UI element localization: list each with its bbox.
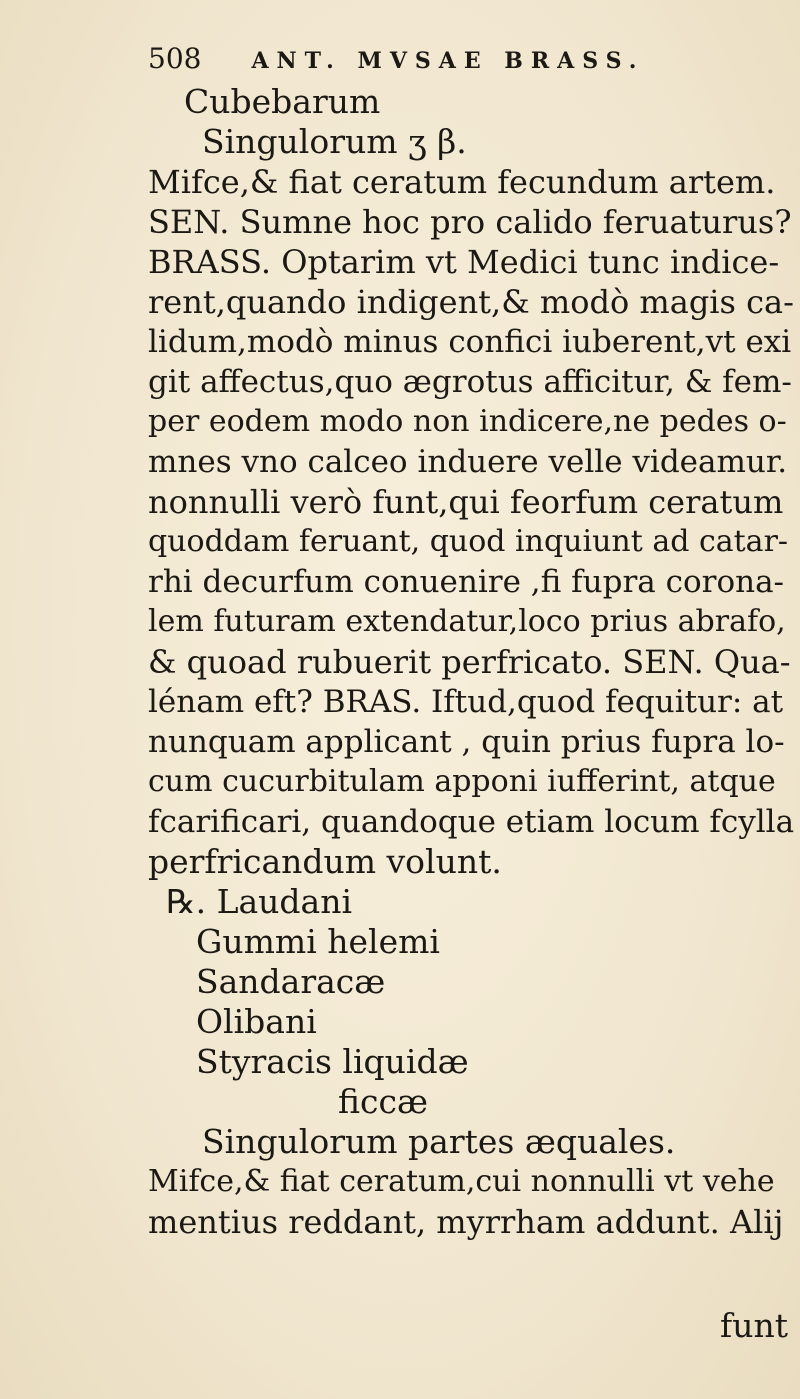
catchword: funt [720,1306,788,1345]
text-line: lem futuram extendatur,loco prius abrafo, [148,604,786,639]
recipe-line: Singulorum partes æquales. [202,1122,676,1161]
recipe-line: Sandaracæ [196,962,386,1001]
recipe-line: Styracis liquidæ [196,1042,469,1081]
recipe-line: Olibani [196,1002,317,1041]
text-line: Mifce,& fiat ceratum,cui nonnulli vt vehe [148,1164,775,1199]
text-line: rhi decurfum conuenire ,fi fupra corona- [148,564,785,600]
recipe-line: ℞. Laudani [166,882,353,921]
text-line: Cubebarum [184,82,381,121]
text-line: lénam eft? BRAS. Iftud,quod fequitur: at [148,684,784,720]
text-line: cum cucurbitulam apponi iufferint, atque [148,764,776,799]
text-line: perfricandum volunt. [148,842,502,881]
text-line: per eodem modo non indicere,ne pedes o- [148,404,787,439]
page-number: 508 [148,42,202,75]
running-head: ANT. MVSAE BRASS. [251,48,645,74]
text-line: mnes vno calceo induere velle videamur. [148,444,788,480]
text-line: SEN. Sumne hoc pro calido feruaturus? [148,203,792,241]
text-line: Mifce,& fiat ceratum fecundum artem. [148,163,776,201]
recipe-line: ficcæ [338,1082,428,1121]
text-line: fcarificari, quandoque etiam locum fcylla [148,804,795,840]
text-line: BRASS. Optarim vt Medici tunc indice- [148,243,780,281]
text-line: & quoad rubuerit perfricato. SEN. Qua- [148,643,791,681]
text-line: Singulorum ʒ β. [202,122,467,161]
text-line: git affectus,quo ægrotus afficitur, & fem- [148,364,792,400]
text-line: lidum,modò minus confici iuberent,vt exi [148,324,792,360]
text-line: mentius reddant, myrrham addunt. Alij [148,1203,784,1241]
text-line: nunquam applicant , quin prius fupra lo- [148,724,785,760]
recipe-line: Gummi helemi [196,922,440,961]
page-header [148,42,644,84]
text-line: rent,quando indigent,& modò magis ca- [148,283,794,321]
text-line: quoddam feruant, quod inquiunt ad catar- [148,524,789,559]
text-line: nonnulli verò funt,qui feorfum ceratum [148,483,784,521]
